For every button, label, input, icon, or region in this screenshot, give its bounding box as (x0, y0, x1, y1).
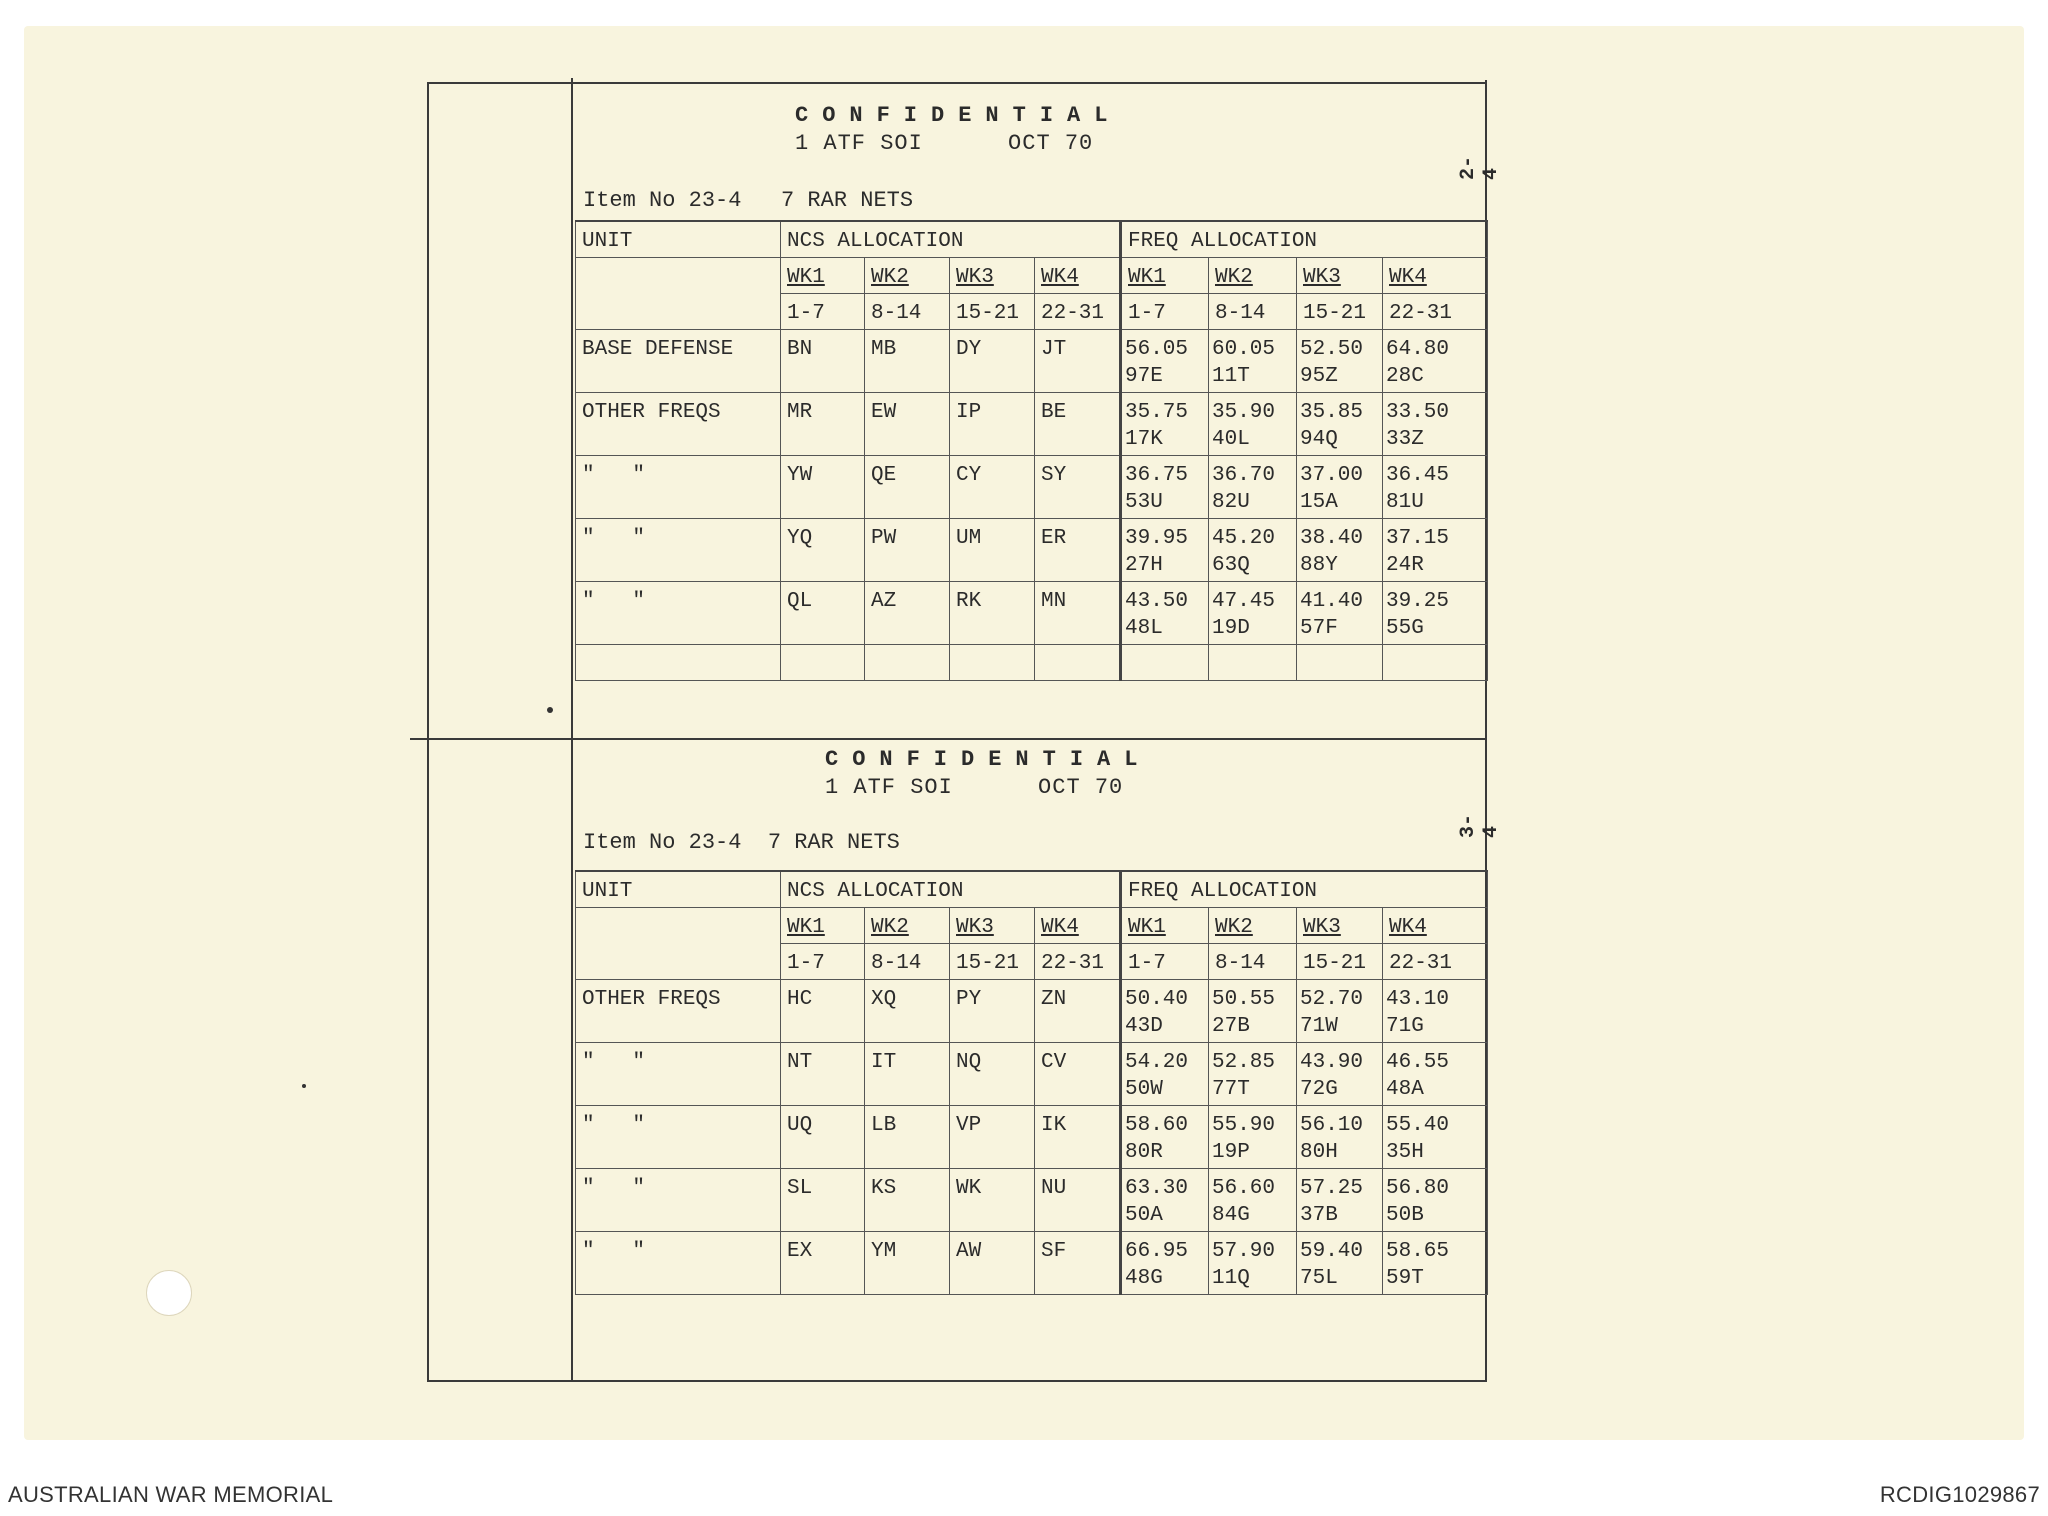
channel-code: 94Q (1300, 428, 1338, 451)
channel-code: 53U (1125, 491, 1163, 514)
frequency-value: 66.95 (1125, 1240, 1189, 1263)
freq-cell (1383, 519, 1488, 582)
channel-code: 88Y (1300, 554, 1338, 577)
ncs-callsign: QE (865, 456, 950, 519)
frequency-value: 52.50 (1300, 338, 1364, 361)
ncs-callsign: HC (781, 980, 865, 1043)
unit-name: " " (576, 582, 781, 645)
channel-code: 71G (1386, 1015, 1424, 1038)
ncs-callsign: YQ (781, 519, 865, 582)
ncs-callsign: NU (1035, 1169, 1121, 1232)
ncs-callsign: IP (950, 393, 1035, 456)
frequency-value: 60.05 (1212, 338, 1276, 361)
ncs-callsign: SF (1035, 1232, 1121, 1295)
ncs-callsign: ER (1035, 519, 1121, 582)
freq-cell (1383, 1169, 1488, 1232)
confidential-label: CONFIDENTIAL (825, 747, 1152, 772)
frequency-value: 47.45 (1212, 590, 1276, 613)
frequency-value: 58.60 (1125, 1114, 1189, 1137)
ncs-callsign: SY (1035, 456, 1121, 519)
frequency-value: 56.10 (1300, 1114, 1364, 1137)
channel-code: 80H (1300, 1141, 1338, 1164)
soi-line (795, 130, 1487, 158)
ncs-callsign: EW (865, 393, 950, 456)
sheet-heading (575, 102, 1487, 158)
unit-name: BASE DEFENSE (576, 330, 781, 393)
ncs-header: NCS ALLOCATION (781, 871, 1121, 908)
empty-row (576, 645, 1488, 681)
freq-cell (1297, 1043, 1383, 1106)
freq-cell (1383, 1232, 1488, 1295)
date-range: 1-7 (1121, 944, 1209, 980)
header-row (576, 871, 1488, 908)
unit-header: UNIT (576, 871, 781, 908)
ncs-callsign: RK (950, 582, 1035, 645)
date-range: 22-31 (1383, 294, 1488, 330)
item-title: Item No 23-4 7 RAR NETS (583, 188, 914, 213)
freq-cell (1121, 519, 1209, 582)
channel-code: 50B (1386, 1204, 1424, 1227)
freq-cell (1209, 582, 1297, 645)
frame-bottom-rule (427, 1380, 1487, 1382)
freq-cell (1121, 980, 1209, 1043)
freq-cell (1297, 519, 1383, 582)
channel-code: 71W (1300, 1015, 1338, 1038)
footer-record-id: RCDIG1029867 (1879, 1482, 2040, 1507)
channel-code: 24R (1386, 554, 1424, 577)
frequency-value: 52.70 (1300, 988, 1364, 1011)
blank-cell (1121, 645, 1209, 681)
freq-cell (1383, 1043, 1488, 1106)
week-label: WK2 (1209, 908, 1297, 944)
freq-cell (1383, 1106, 1488, 1169)
table-row (576, 1169, 1488, 1232)
frequency-value: 41.40 (1300, 590, 1364, 613)
frequency-value: 50.40 (1125, 988, 1189, 1011)
date-range: 8-14 (865, 944, 950, 980)
freq-cell (1297, 1232, 1383, 1295)
header-row (576, 221, 1488, 258)
blank-cell (1297, 645, 1383, 681)
week-row (576, 258, 1488, 294)
date-range: 1-7 (1121, 294, 1209, 330)
week-label: WK4 (1383, 258, 1488, 294)
ncs-callsign: PW (865, 519, 950, 582)
week-label: WK2 (1209, 258, 1297, 294)
ncs-callsign: MR (781, 393, 865, 456)
ncs-callsign: KS (865, 1169, 950, 1232)
frame-left-rule (427, 84, 429, 1382)
frequency-value: 35.85 (1300, 401, 1364, 424)
blank-cell (1209, 645, 1297, 681)
frequency-value: 52.85 (1212, 1051, 1276, 1074)
date-range: 1-7 (781, 944, 865, 980)
freq-cell (1209, 1232, 1297, 1295)
blank-cell (576, 908, 781, 980)
freq-cell (1209, 330, 1297, 393)
confidential-label: CONFIDENTIAL (795, 103, 1122, 128)
frequency-value: 37.15 (1386, 527, 1450, 550)
ncs-callsign: XQ (865, 980, 950, 1043)
channel-code: 43D (1125, 1015, 1163, 1038)
ncs-callsign: BE (1035, 393, 1121, 456)
date-range: 15-21 (1297, 294, 1383, 330)
freq-cell (1297, 582, 1383, 645)
channel-code: 48G (1125, 1267, 1163, 1290)
channel-code: 81U (1386, 491, 1424, 514)
unit-name: " " (576, 456, 781, 519)
freq-cell (1121, 1169, 1209, 1232)
frequency-value: 33.50 (1386, 401, 1450, 424)
week-label: WK3 (950, 908, 1035, 944)
ncs-callsign: YW (781, 456, 865, 519)
date-range: 15-21 (950, 294, 1035, 330)
ncs-callsign: CY (950, 456, 1035, 519)
frequency-value: 39.25 (1386, 590, 1450, 613)
frequency-value: 64.80 (1386, 338, 1450, 361)
freq-cell (1121, 456, 1209, 519)
channel-code: 82U (1212, 491, 1250, 514)
freq-cell (1383, 582, 1488, 645)
date-range: 8-14 (1209, 294, 1297, 330)
ncs-callsign: UQ (781, 1106, 865, 1169)
sheet-heading (575, 746, 1487, 802)
week-label: WK2 (865, 258, 950, 294)
freq-cell (1121, 330, 1209, 393)
channel-code: 37B (1300, 1204, 1338, 1227)
soi-label: 1 ATF SOI (795, 131, 923, 156)
week-label: WK1 (781, 908, 865, 944)
frequency-value: 56.05 (1125, 338, 1189, 361)
table-row (576, 393, 1488, 456)
channel-code: 84G (1212, 1204, 1250, 1227)
frequency-value: 43.50 (1125, 590, 1189, 613)
freq-cell (1383, 330, 1488, 393)
freq-cell (1209, 456, 1297, 519)
frequency-value: 57.90 (1212, 1240, 1276, 1263)
channel-code: 11Q (1212, 1267, 1250, 1290)
soi-line (825, 774, 1487, 802)
date-range: 22-31 (1035, 294, 1121, 330)
table-row (576, 582, 1488, 645)
freq-cell (1297, 330, 1383, 393)
freq-cell (1297, 1106, 1383, 1169)
blank-cell (576, 258, 781, 330)
channel-code: 72G (1300, 1078, 1338, 1101)
freq-cell (1297, 1169, 1383, 1232)
channel-code: 40L (1212, 428, 1250, 451)
frequency-value: 57.25 (1300, 1177, 1364, 1200)
date-range: 8-14 (865, 294, 950, 330)
frequency-value: 35.90 (1212, 401, 1276, 424)
blank-cell (1383, 645, 1488, 681)
week-label: WK3 (1297, 908, 1383, 944)
freq-cell (1383, 456, 1488, 519)
frequency-value: 36.70 (1212, 464, 1276, 487)
week-label: WK1 (1121, 258, 1209, 294)
channel-code: 50W (1125, 1078, 1163, 1101)
freq-cell (1121, 1043, 1209, 1106)
ncs-callsign: CV (1035, 1043, 1121, 1106)
frequency-value: 55.40 (1386, 1114, 1450, 1137)
frequency-value: 36.45 (1386, 464, 1450, 487)
week-label: WK1 (1121, 908, 1209, 944)
unit-name: " " (576, 519, 781, 582)
table-row (576, 456, 1488, 519)
unit-name: " " (576, 1169, 781, 1232)
freq-cell (1383, 393, 1488, 456)
table-row (576, 330, 1488, 393)
freq-cell (1297, 456, 1383, 519)
freq-cell (1121, 1232, 1209, 1295)
channel-code: 28C (1386, 365, 1424, 388)
freq-cell (1121, 582, 1209, 645)
frequency-table (575, 870, 1488, 1295)
ncs-callsign: AZ (865, 582, 950, 645)
date-range: 15-21 (1297, 944, 1383, 980)
freq-cell (1209, 393, 1297, 456)
table-row (576, 519, 1488, 582)
ncs-callsign: PY (950, 980, 1035, 1043)
frequency-value: 54.20 (1125, 1051, 1189, 1074)
channel-code: 35H (1386, 1141, 1424, 1164)
ncs-callsign: LB (865, 1106, 950, 1169)
frequency-value: 43.90 (1300, 1051, 1364, 1074)
ncs-callsign: BN (781, 330, 865, 393)
frequency-value: 43.10 (1386, 988, 1450, 1011)
freq-cell (1121, 1106, 1209, 1169)
ncs-header: NCS ALLOCATION (781, 221, 1121, 258)
frequency-value: 39.95 (1125, 527, 1189, 550)
ncs-callsign: QL (781, 582, 865, 645)
freq-cell (1209, 1043, 1297, 1106)
freq-cell (1209, 1106, 1297, 1169)
ncs-callsign: JT (1035, 330, 1121, 393)
sheet-divider-rule (410, 738, 1487, 740)
week-row (576, 908, 1488, 944)
week-label: WK4 (1383, 908, 1488, 944)
ncs-callsign: ZN (1035, 980, 1121, 1043)
footer-source: AUSTRALIAN WAR MEMORIAL (8, 1482, 334, 1507)
frequency-value: 63.30 (1125, 1177, 1189, 1200)
ncs-callsign: MB (865, 330, 950, 393)
ncs-callsign: IK (1035, 1106, 1121, 1169)
channel-code: 15A (1300, 491, 1338, 514)
channel-code: 55G (1386, 617, 1424, 640)
frequency-value: 58.65 (1386, 1240, 1450, 1263)
channel-code: 17K (1125, 428, 1163, 451)
frequency-value: 36.75 (1125, 464, 1189, 487)
date-range: 22-31 (1035, 944, 1121, 980)
freq-cell (1209, 519, 1297, 582)
channel-code: 19P (1212, 1141, 1250, 1164)
ncs-callsign: SL (781, 1169, 865, 1232)
blank-cell (865, 645, 950, 681)
date-range: 8-14 (1209, 944, 1297, 980)
unit-name: OTHER FREQS (576, 393, 781, 456)
page-number: 2-4 (1457, 155, 1503, 180)
date-range: 1-7 (781, 294, 865, 330)
week-label: WK4 (1035, 258, 1121, 294)
table-row (576, 1106, 1488, 1169)
blank-cell (576, 645, 781, 681)
blank-cell (950, 645, 1035, 681)
blank-cell (781, 645, 865, 681)
item-title: Item No 23-4 7 RAR NETS (583, 830, 900, 855)
channel-code: 19D (1212, 617, 1250, 640)
channel-code: 57F (1300, 617, 1338, 640)
ncs-callsign: NQ (950, 1043, 1035, 1106)
week-label: WK4 (1035, 908, 1121, 944)
date-range: 22-31 (1383, 944, 1488, 980)
freq-cell (1209, 1169, 1297, 1232)
frequency-value: 35.75 (1125, 401, 1189, 424)
channel-code: 59T (1386, 1267, 1424, 1290)
punch-hole (146, 1270, 192, 1316)
ncs-callsign: UM (950, 519, 1035, 582)
frequency-value: 50.55 (1212, 988, 1276, 1011)
week-label: WK3 (1297, 258, 1383, 294)
channel-code: 11T (1212, 365, 1250, 388)
week-label: WK2 (865, 908, 950, 944)
freq-header: FREQ ALLOCATION (1121, 871, 1488, 908)
frequency-value: 55.90 (1212, 1114, 1276, 1137)
frame-inner-rule (571, 78, 573, 1382)
frequency-value: 46.55 (1386, 1051, 1450, 1074)
frequency-value: 45.20 (1212, 527, 1276, 550)
channel-code: 63Q (1212, 554, 1250, 577)
page-number: 3-4 (1457, 813, 1503, 838)
ncs-callsign: VP (950, 1106, 1035, 1169)
table-row (576, 1232, 1488, 1295)
table-row (576, 980, 1488, 1043)
frame-top-rule (427, 82, 1487, 84)
freq-cell (1297, 980, 1383, 1043)
unit-name: OTHER FREQS (576, 980, 781, 1043)
channel-code: 80R (1125, 1141, 1163, 1164)
frequency-value: 38.40 (1300, 527, 1364, 550)
unit-name: " " (576, 1232, 781, 1295)
ncs-callsign: NT (781, 1043, 865, 1106)
channel-code: 75L (1300, 1267, 1338, 1290)
ink-speck (302, 1084, 306, 1088)
ink-speck (547, 707, 553, 713)
ncs-callsign: DY (950, 330, 1035, 393)
ncs-callsign: YM (865, 1232, 950, 1295)
channel-code: 48A (1386, 1078, 1424, 1101)
channel-code: 77T (1212, 1078, 1250, 1101)
channel-code: 33Z (1386, 428, 1424, 451)
freq-header: FREQ ALLOCATION (1121, 221, 1488, 258)
unit-name: " " (576, 1043, 781, 1106)
frequency-table (575, 220, 1488, 681)
date-label: OCT 70 (1038, 775, 1124, 800)
freq-cell (1297, 393, 1383, 456)
frequency-value: 59.40 (1300, 1240, 1364, 1263)
date-label: OCT 70 (1008, 131, 1094, 156)
channel-code: 27H (1125, 554, 1163, 577)
freq-cell (1209, 980, 1297, 1043)
unit-name: " " (576, 1106, 781, 1169)
channel-code: 27B (1212, 1015, 1250, 1038)
week-label: WK1 (781, 258, 865, 294)
ncs-callsign: EX (781, 1232, 865, 1295)
channel-code: 50A (1125, 1204, 1163, 1227)
week-label: WK3 (950, 258, 1035, 294)
blank-cell (1035, 645, 1121, 681)
ncs-callsign: MN (1035, 582, 1121, 645)
freq-cell (1383, 980, 1488, 1043)
soi-label: 1 ATF SOI (825, 775, 953, 800)
channel-code: 48L (1125, 617, 1163, 640)
channel-code: 95Z (1300, 365, 1338, 388)
unit-header: UNIT (576, 221, 781, 258)
date-range: 15-21 (950, 944, 1035, 980)
frequency-value: 37.00 (1300, 464, 1364, 487)
channel-code: 97E (1125, 365, 1163, 388)
table-row (576, 1043, 1488, 1106)
freq-cell (1121, 393, 1209, 456)
ncs-callsign: WK (950, 1169, 1035, 1232)
ncs-callsign: IT (865, 1043, 950, 1106)
ncs-callsign: AW (950, 1232, 1035, 1295)
frequency-value: 56.60 (1212, 1177, 1276, 1200)
frequency-value: 56.80 (1386, 1177, 1450, 1200)
